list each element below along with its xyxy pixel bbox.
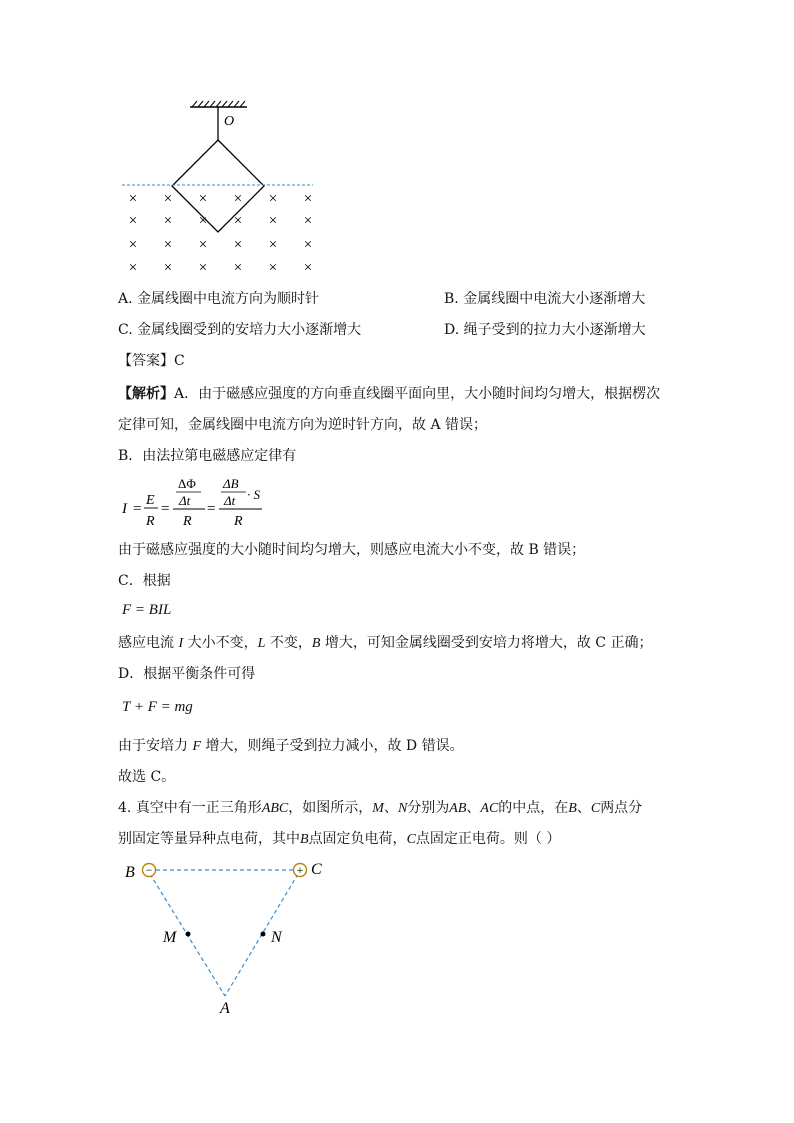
option-text: 金属线圈中电流大小逐渐增大 [463,291,646,307]
svg-text:=: = [161,501,170,517]
figure-coil-in-field [110,98,330,278]
option-c[interactable] [118,320,361,340]
metal-coil [172,140,264,232]
figure-triangle-charges [118,852,338,1022]
svg-text:R: R [234,514,243,529]
analysis-c-intro: C．根据 [118,573,171,589]
svg-text:R: R [146,514,155,529]
analysis-d-result: 由于安培力 F 增大，则绳子受到拉力减小，故 D 错误。 [118,738,464,754]
option-letter: C. [118,322,133,338]
analysis-b-result: 由于磁感应强度的大小随时间均匀增大，则感应电流大小不变，故 B 错误； [118,542,586,558]
label-m: M [163,929,177,946]
answer-value: C [174,353,185,369]
option-d[interactable] [444,320,646,340]
pivot-label: O [224,114,235,129]
option-text: 绳子受到的拉力大小逐渐增大 [463,322,646,338]
field-cross-icon: × [303,260,313,276]
analysis-d-intro: D．根据平衡条件可得 [118,666,256,682]
field-cross-icon: × [303,237,313,253]
field-cross-icon: × [268,260,278,276]
option-text: 金属线圈中电流方向为顺时针 [137,291,320,307]
question4-line1: 4. 真空中有一正三角形ABC，如图所示，M、N分别为AB、AC的中点，在B、C两点分 [118,800,643,816]
midpoint-m [186,932,191,937]
formula-current [118,472,278,536]
field-cross-icon: × [233,191,243,207]
option-a[interactable] [118,289,319,309]
option-letter: A. [118,291,133,307]
field-cross-icon: × [268,191,278,207]
option-letter: D. [444,322,460,338]
svg-text:Δt: Δt [179,493,191,508]
field-cross-icon: × [303,191,313,207]
field-cross-icon: × [163,237,173,253]
label-b: B [125,864,135,881]
field-cross-icon: × [233,213,243,229]
analysis-b-intro: B．由法拉第电磁感应定律有 [118,448,297,464]
field-cross-icon: × [128,237,138,253]
analysis-a-line2: 定律可知，金属线圈中电流方向为逆时针方向，故 A 错误； [118,417,488,433]
field-cross-icon: × [268,237,278,253]
svg-text:+: + [296,863,304,877]
field-cross-icon: × [163,213,173,229]
conclusion: 故选 C。 [118,769,176,785]
field-cross-icon: × [303,213,313,229]
field-cross-icon: × [128,213,138,229]
svg-text:I: I [122,501,127,517]
formula-ampere-force: F = BIL [122,602,172,618]
option-b[interactable] [444,289,645,309]
label-n: N [271,929,282,946]
svg-text:−: − [145,863,153,877]
analysis-label: 【解析】 [118,386,174,402]
option-text: 金属线圈受到的安培力大小逐渐增大 [137,322,362,338]
analysis-c-result: 感应电流 I 大小不变，L 不变，B 增大，可知金属线圈受到安培力将增大，故 C 正确； [118,635,653,651]
field-cross-icon: × [233,237,243,253]
svg-text:E: E [146,493,155,508]
svg-text:ΔΦ: ΔΦ [178,476,196,491]
svg-text:=: = [133,501,142,517]
field-cross-icon: × [198,191,208,207]
svg-text:Δt: Δt [224,493,236,508]
answer-label: 【答案】 [118,353,174,369]
svg-text:R: R [183,514,192,529]
answer-line [118,351,185,371]
svg-text:· S: · S [247,487,260,502]
question4-line2: 别固定等量异种点电荷，其中B点固定负电荷，C点固定正电荷。则（ ） [118,831,561,847]
label-c: C [311,861,322,878]
field-cross-icon: × [198,260,208,276]
field-cross-icon: × [128,191,138,207]
field-cross-icon: × [198,213,208,229]
option-letter: B. [444,291,459,307]
ceiling-hatch [192,101,245,107]
field-cross-icon: × [268,213,278,229]
field-cross-icon: × [128,260,138,276]
field-cross-icon: × [163,260,173,276]
field-cross-icon: × [163,191,173,207]
field-crosses [129,191,312,276]
svg-text:=: = [207,501,216,517]
label-a: A [220,1000,230,1017]
field-cross-icon: × [233,260,243,276]
question-number: 4. [118,800,132,816]
svg-text:ΔB: ΔB [223,476,239,491]
formula-equilibrium: T + F = mg [122,699,193,715]
analysis-a-line1: 【解析】A．由于磁感应强度的方向垂直线圈平面向里，大小随时间均匀增大，根据楞次 [118,386,661,402]
midpoint-n [261,932,266,937]
field-cross-icon: × [198,237,208,253]
